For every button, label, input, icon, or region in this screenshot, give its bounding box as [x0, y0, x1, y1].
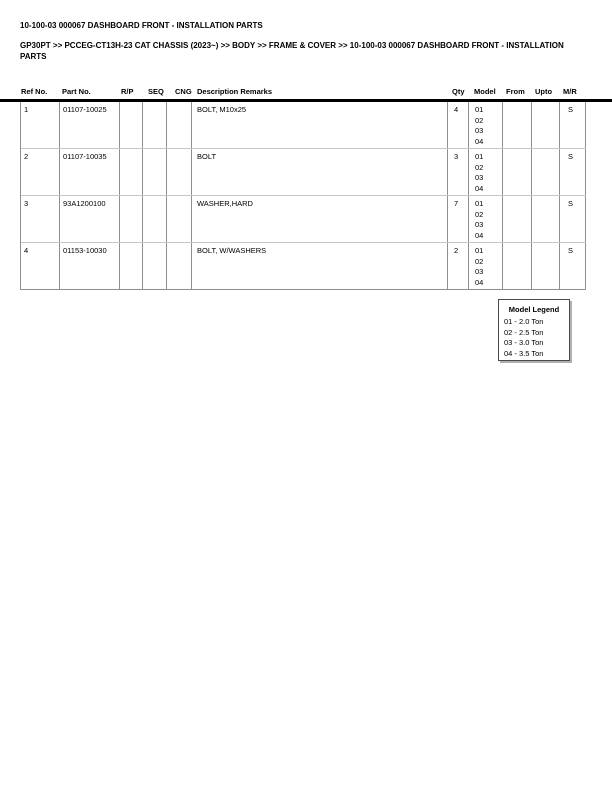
from-cell [503, 243, 532, 289]
cng-cell [167, 102, 192, 148]
ref-no-cell: 4 [21, 243, 60, 289]
rp-cell [120, 243, 143, 289]
upto-cell [532, 102, 560, 148]
model-code: 01 [475, 152, 484, 161]
model-code: 04 [475, 230, 484, 240]
page-title: 10-100-03 000067 DASHBOARD FRONT - INSTALLATION PARTS [20, 21, 263, 30]
mr-cell: S [560, 196, 586, 242]
rp-cell [120, 149, 143, 195]
ref-no-cell: 1 [21, 102, 60, 148]
column-header-qty: Qty [452, 87, 465, 96]
rp-cell [120, 196, 143, 242]
table-row [21, 149, 586, 196]
model-code: 01 [475, 246, 484, 255]
model-legend-items [499, 317, 569, 359]
ref-no-cell: 2 [21, 149, 60, 195]
part-no-cell: 01107-10035 [60, 149, 120, 195]
model-code: 04 [475, 183, 484, 193]
seq-cell [143, 196, 167, 242]
model-code: 01 [475, 105, 484, 114]
column-header-model: Model [474, 87, 496, 96]
model-cell [469, 102, 503, 148]
upto-cell [532, 243, 560, 289]
cng-cell [167, 243, 192, 289]
qty-cell: 2 [448, 243, 469, 289]
seq-cell [143, 243, 167, 289]
table-row [21, 196, 586, 243]
qty-cell: 3 [448, 149, 469, 195]
column-header-seq: SEQ [148, 87, 164, 96]
model-code: 03 [475, 126, 484, 135]
model-code: 02 [475, 256, 484, 266]
column-header-cng: CNG [175, 87, 192, 96]
from-cell [503, 149, 532, 195]
column-header-description: Description Remarks [197, 87, 273, 96]
from-cell [503, 196, 532, 242]
mr-cell: S [560, 149, 586, 195]
cng-cell [167, 196, 192, 242]
table-row [21, 102, 586, 149]
mr-cell: S [560, 243, 586, 289]
qty-cell: 7 [448, 196, 469, 242]
upto-cell [532, 196, 560, 242]
column-header-part-no: Part No. [62, 87, 91, 96]
model-code: 03 [475, 267, 484, 276]
description-cell: WASHER,HARD [192, 196, 448, 242]
model-code: 04 [475, 136, 484, 146]
part-no-cell: 01107-10025 [60, 102, 120, 148]
model-code: 03 [475, 173, 484, 182]
column-header-mr: M/R [563, 87, 577, 96]
model-cell [469, 149, 503, 195]
model-code: 02 [475, 115, 484, 125]
description-cell: BOLT, W/WASHERS [192, 243, 448, 289]
upto-cell [532, 149, 560, 195]
parts-table [20, 102, 586, 290]
column-header-upto: Upto [535, 87, 553, 96]
cng-cell [167, 149, 192, 195]
seq-cell [143, 149, 167, 195]
column-header-ref-no: Ref No. [21, 87, 48, 96]
model-legend-title: Model Legend [508, 305, 560, 314]
model-cell [469, 196, 503, 242]
mr-cell: S [560, 102, 586, 148]
breadcrumb: GP30PT >> PCCEG-CT13H-23 CAT CHASSIS (2023~) >> BODY >> FRAME & COVER >> 10-100-03 000067 DASHBOARD FRONT - INSTALLATION PARTS [20, 41, 564, 61]
legend-item: 03 - 3.0 Ton [504, 338, 544, 347]
model-code: 03 [475, 220, 484, 229]
ref-no-cell: 3 [21, 196, 60, 242]
model-legend-box [498, 299, 570, 361]
legend-item: 04 - 3.5 Ton [504, 348, 544, 358]
model-code: 04 [475, 277, 484, 287]
legend-item: 02 - 2.5 Ton [504, 327, 544, 337]
description-cell: BOLT [192, 149, 448, 195]
part-no-cell: 01153-10030 [60, 243, 120, 289]
model-cell [469, 243, 503, 289]
model-code: 02 [475, 209, 484, 219]
column-header-rp: R/P [121, 87, 134, 96]
qty-cell: 4 [448, 102, 469, 148]
column-header-from: From [506, 87, 525, 96]
legend-item: 01 - 2.0 Ton [504, 317, 544, 326]
from-cell [503, 102, 532, 148]
table-row [21, 243, 586, 290]
rp-cell [120, 102, 143, 148]
part-no-cell: 93A1200100 [60, 196, 120, 242]
seq-cell [143, 102, 167, 148]
description-cell: BOLT, M10x25 [192, 102, 448, 148]
model-code: 01 [475, 199, 484, 208]
model-code: 02 [475, 162, 484, 172]
